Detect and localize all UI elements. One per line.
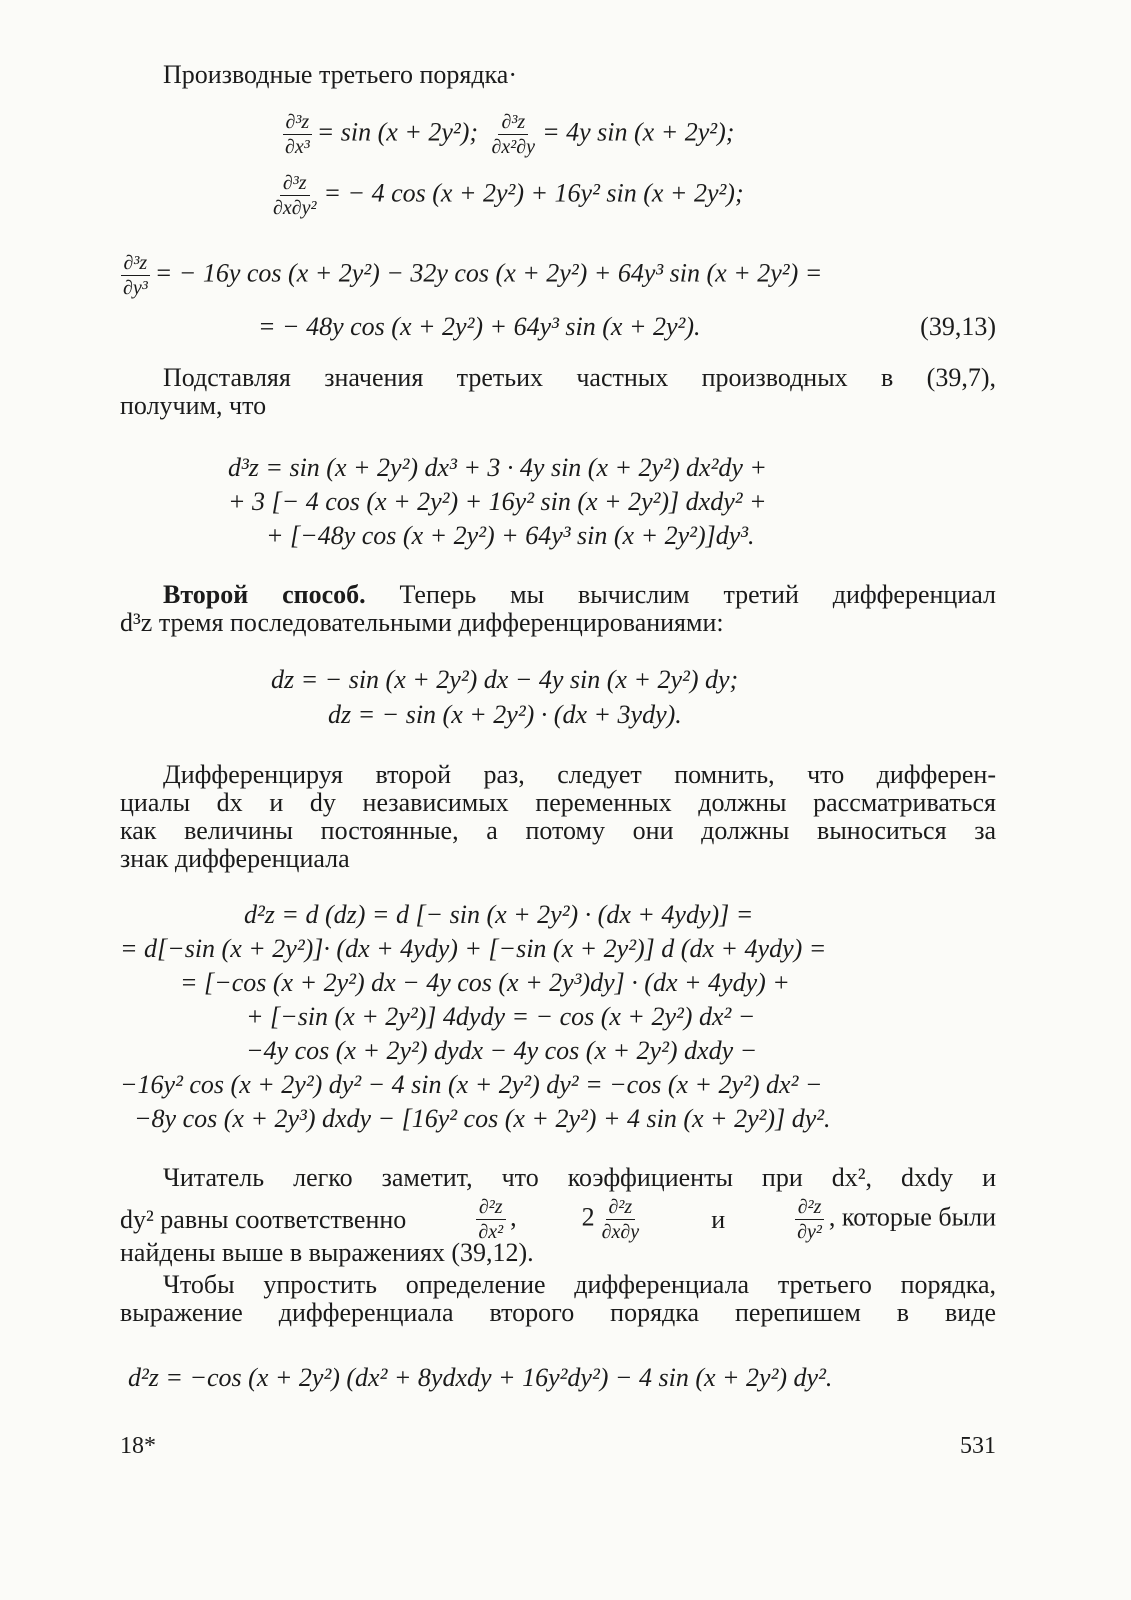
- equation-d2z-line-2: = d[−sin (x + 2y²)]· (dx + 4ydy) + [−sin (x + 2y²)] d (dx + 4ydy) =: [120, 934, 827, 963]
- bold-heading: Второй способ.: [163, 580, 366, 609]
- fraction: $\frac{\text{∂³z}}{\text{∂y³}}$: [120, 253, 151, 298]
- equation-d2z-line-6: −16y² cos (x + 2y²) dy² − 4 sin (x + 2y²) dy² = −cos (x + 2y²) dx² −: [120, 1070, 823, 1099]
- paragraph-second-method: Второй способ. Теперь мы вычислим третий дифференциал: [163, 580, 996, 609]
- equation-d3z-line-3: + [−48y cos (x + 2y²) + 64y³ sin (x + 2y²)]dy³.: [266, 521, 755, 550]
- paragraph-line: Чтобы упростить определение дифференциала третьего порядка,: [163, 1270, 996, 1299]
- equation-d2z-line-1: d²z = d (dz) = d [− sin (x + 2y²) · (dx + 4ydy)] =: [244, 900, 754, 929]
- paragraph-line: циалы dx и dy независимых переменных должны рассматриваться: [120, 788, 996, 817]
- equation-d3z-line-1: d³z = sin (x + 2y²) dx³ + 3 · 4y sin (x + 2y²) dx²dy +: [228, 453, 767, 482]
- equation-d2z-line-7: −8y cos (x + 2y³) dxdy − [16y² cos (x + 2y²) + 4 sin (x + 2y²)] dy².: [134, 1104, 831, 1133]
- paragraph-line: знак дифференциала: [120, 844, 350, 873]
- fraction: $\frac{\text{∂²z}}{\text{∂x²}}$: [475, 1197, 506, 1242]
- equation-d3z-line-2: + 3 [− 4 cos (x + 2y²) + 16y² sin (x + 2y²)] dxdy² +: [228, 487, 767, 516]
- intro-text: Производные третьего порядка·: [163, 60, 517, 89]
- equation-d2z-line-4: + [−sin (x + 2y²)] 4dydy = − cos (x + 2y²) dx² −: [246, 1002, 756, 1031]
- equation-third-order-3: $\frac{\text{∂³z}}{\text{∂y³}}$ = − 16y cos (x + 2y²) − 32y cos (x + 2y²) + 64y³ sin (x + 2y²) =: [116, 253, 822, 298]
- equation-dz-2: dz = − sin (x + 2y²) · (dx + 3ydy).: [328, 700, 682, 729]
- equation-d2z-line-5: −4y cos (x + 2y²) dydx − 4y cos (x + 2y²) dxdy −: [246, 1036, 758, 1065]
- fraction: $\frac{\text{∂³z}}{\text{∂x∂y²}}$: [273, 172, 317, 219]
- equation-39-13: = − 48y cos (x + 2y²) + 64y³ sin (x + 2y²). (39,13): [258, 312, 996, 341]
- paragraph-line: Читатель легко заметит, что коэффициенты при dx², dxdy и: [163, 1163, 996, 1192]
- equation-number: (39,13): [920, 312, 996, 341]
- paragraph-line: как величины постоянные, а потому они должны выноситься за: [120, 816, 996, 845]
- signature-mark: 18*: [120, 1433, 156, 1459]
- book-page: [120, 0, 996, 1600]
- paragraph-line: выражение дифференциала второго порядка перепишем в виде: [120, 1298, 996, 1327]
- fraction: $\frac{\text{∂²z}}{\text{∂y²}}$: [794, 1197, 825, 1242]
- page-number: 531: [960, 1433, 996, 1459]
- equation-d2z-rewritten: d²z = −cos (x + 2y²) (dx² + 8ydxdy + 16y²dy²) − 4 sin (x + 2y²) dy².: [128, 1363, 833, 1392]
- fraction: $\frac{\text{∂³z}}{\text{∂x³}}$: [282, 112, 313, 157]
- fraction: $\frac{\text{∂³z}}{\text{∂x²∂y}}$: [491, 111, 536, 158]
- equation-third-order-1: $\frac{\text{∂³z}}{\text{∂x³}}$ = sin (x + 2y²); $\frac{\text{∂³z}}{\text{∂x²∂y}}$ = 4y sin (x + 2y²);: [278, 112, 734, 157]
- paragraph-line: Дифференцируя второй раз, следует помнить, что дифферен-: [163, 760, 996, 789]
- paragraph-line-with-fractions: dy² равны соответственно $\frac{\text{∂²z}}{\text{∂x²}}$ , 2 $\frac{\text{∂²z}}{\partial x\partial y}$ и $\frac{\text{∂²z}}{\text{∂y²}}$ , которые были: [120, 1196, 996, 1243]
- equation-dz-1: dz = − sin (x + 2y²) dx − 4y sin (x + 2y²) dy;: [271, 665, 739, 694]
- paragraph-line: получим, что: [120, 391, 267, 420]
- fraction: $\frac{\text{∂²z}}{\partial x\partial y}$: [601, 1196, 640, 1243]
- equation-d2z-line-3: = [−cos (x + 2y²) dx − 4y cos (x + 2y³)dy] · (dx + 4ydy) +: [180, 968, 790, 997]
- paragraph-line: найдены выше в выражениях (39,12).: [120, 1238, 534, 1267]
- paragraph-line: Подставляя значения третьих частных производных в (39,7),: [163, 363, 996, 392]
- equation-third-order-2: $\frac{\text{∂³z}}{\text{∂x∂y²}}$ = − 4 cos (x + 2y²) + 16y² sin (x + 2y²);: [266, 173, 744, 218]
- paragraph-line: d³z тремя последовательными дифференцированиями:: [120, 608, 724, 637]
